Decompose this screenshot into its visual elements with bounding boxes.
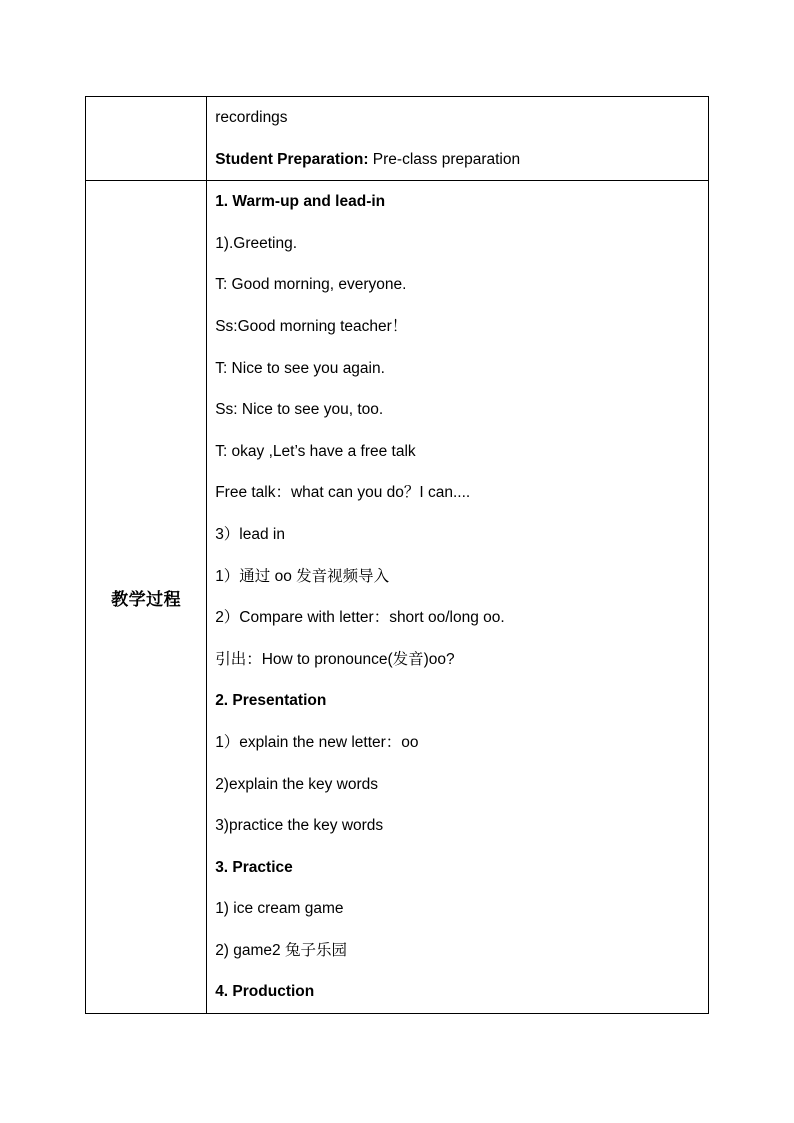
student-preparation-label: Student Preparation: [215,150,369,168]
process-line: 2) game2 兔子乐园 [215,941,347,959]
process-line: 2)explain the key words [215,775,379,793]
process-line: T: Good morning, everyone. [215,276,407,294]
lesson-plan-table [85,96,709,1014]
section-heading: 3. Practice [215,858,293,876]
process-line: T: Nice to see you again. [215,359,385,377]
teaching-process-label: 教学过程 [111,589,182,610]
table-row-preparation [86,97,709,181]
table-row-teaching-process [86,181,709,1014]
process-line: 1）通过 oo 发音视频导入 [215,567,390,585]
process-line: 引出：How to pronounce(发音)oo? [215,650,455,668]
student-preparation-line [215,139,700,181]
process-line: Free talk：what can you do？I can.... [215,484,471,502]
process-line: 1）explain the new letter：oo [215,733,419,751]
section-heading: 2. Presentation [215,692,327,710]
section-heading: 4. Production [215,983,315,1001]
process-line: Ss:Good morning teacher！ [215,317,408,335]
process-line: Ss: Nice to see you, too. [215,401,384,419]
preparation-cell [207,97,709,181]
process-line: 1) ice cream game [215,900,344,918]
teaching-process-content-cell [207,181,709,1014]
process-lines [207,181,708,1013]
student-preparation-value: Pre-class preparation [368,150,521,168]
process-line: 3）lead in [215,525,285,543]
left-cell-empty [86,97,207,181]
process-line: 2）Compare with letter：short oo/long oo. [215,609,505,627]
process-line: 3)practice the key words [215,817,384,835]
process-line: 1).Greeting. [215,234,298,252]
teaching-process-header-cell [86,181,207,1014]
recordings-line: recordings [215,109,288,126]
section-heading: 1. Warm-up and lead-in [215,193,386,211]
process-line: T: okay ,Let’s have a free talk [215,442,416,460]
